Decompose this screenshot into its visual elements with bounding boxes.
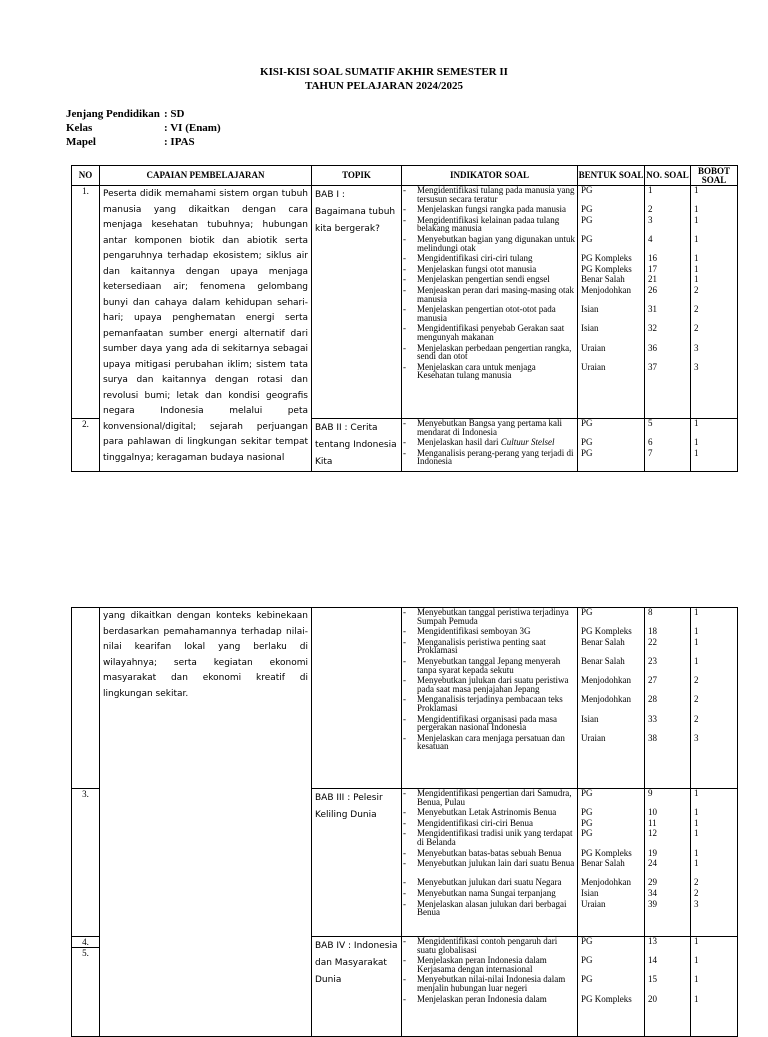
capaian-text bbox=[100, 186, 312, 472]
bullet-dash: - bbox=[403, 807, 406, 818]
bobot-value: 1 bbox=[694, 636, 699, 647]
bullet-dash: - bbox=[403, 858, 406, 869]
nomor-value: 20 bbox=[648, 993, 657, 1004]
nomor-value: 27 bbox=[648, 675, 657, 686]
document-subtitle: TAHUN PELAJARAN 2024/2025 bbox=[304, 80, 464, 92]
bobot-value: 2 bbox=[694, 877, 699, 888]
indicator-text: Menjelaskan hasil dari Cultuur Stelsel bbox=[417, 437, 555, 448]
bullet-dash: - bbox=[403, 828, 406, 839]
bentuk-value: PG bbox=[581, 418, 593, 428]
col-header-bentuk: BENTUK SOAL bbox=[578, 166, 645, 186]
bobot-value: 1 bbox=[694, 263, 699, 274]
bullet-dash: - bbox=[403, 887, 406, 898]
bentuk-value: Uraian bbox=[581, 342, 606, 353]
bobot-value: 1 bbox=[694, 204, 699, 215]
row-no: 3. bbox=[72, 789, 100, 937]
bobot-value: 2 bbox=[694, 713, 699, 724]
bentuk-value: PG Kompleks bbox=[581, 253, 632, 264]
nomor-value: 28 bbox=[648, 694, 657, 705]
bentuk-value: Isian bbox=[581, 887, 599, 898]
bentuk-value: PG Kompleks bbox=[581, 263, 632, 274]
nomor-value: 3 bbox=[648, 214, 653, 225]
bentuk-value: Isian bbox=[581, 323, 599, 334]
bobot-value: 1 bbox=[694, 828, 699, 839]
indicator-text: Mengidentifikasi organisasi pada masa pergerakan nasional Indonesia bbox=[417, 713, 558, 733]
document-title: KISI-KISI SOAL SUMATIF AKHIR SEMESTER II bbox=[260, 66, 508, 78]
bobot-cell bbox=[691, 419, 738, 472]
indicator-text: Menjelaskan perbedaan pengertian rangka, sendi dan otot bbox=[417, 342, 572, 362]
bobot-cell bbox=[691, 789, 738, 937]
nomor-value: 12 bbox=[648, 828, 657, 839]
topik-cell: BAB II : Cerita tentang Indonesia Kita bbox=[312, 419, 402, 472]
bullet-dash: - bbox=[403, 253, 406, 264]
nomor-value: 26 bbox=[648, 284, 657, 295]
bullet-dash: - bbox=[403, 636, 406, 647]
bobot-value: 3 bbox=[694, 732, 699, 743]
bentuk-value: PG bbox=[581, 936, 593, 946]
nomor-cell bbox=[645, 608, 691, 789]
bullet-dash: - bbox=[403, 304, 406, 315]
bobot-value: 3 bbox=[694, 898, 699, 909]
bullet-dash: - bbox=[403, 607, 406, 617]
indicator-text: Mengidentifikasi semboyan 3G bbox=[417, 626, 531, 637]
bullet-dash: - bbox=[403, 655, 406, 666]
bobot-value: 3 bbox=[694, 342, 699, 353]
indicator-item bbox=[402, 676, 577, 695]
nomor-cell bbox=[645, 186, 691, 419]
indicator-text: Mengidentifikasi pengertian dari Samudra, Benua, Pulau bbox=[417, 788, 572, 807]
bentuk-value: Benar Salah bbox=[581, 636, 625, 647]
bobot-value: 1 bbox=[694, 974, 699, 985]
capaian-text-cont: yang dikaitkan dengan konteks kebinekaan berdasarkan pemahamannya terhadap nilai- nilai kearifan lokal yang berlaku di wilayahnya; serta kegiatan ekonomi masyarakat dan ekonomi kreatif di lingkungan sekitar. bbox=[100, 608, 312, 1037]
nomor-value: 10 bbox=[648, 807, 657, 818]
nomor-cell bbox=[645, 789, 691, 937]
bentuk-value: Menjodohkan bbox=[581, 675, 631, 686]
col-header-bobot: BOBOT SOAL bbox=[691, 166, 738, 186]
indicator-text: Mengidentifikasi penyebab Gerakan saat mengunyah makanan bbox=[417, 323, 565, 342]
indicator-item bbox=[402, 889, 577, 900]
indicator-item bbox=[402, 937, 577, 956]
indicator-item bbox=[402, 956, 577, 975]
bobot-value: 3 bbox=[694, 361, 699, 372]
indikator-cell bbox=[402, 608, 578, 789]
indicator-text: Menjelaskan peran Indonesia dalam Kerjasama dengan internasional bbox=[417, 955, 547, 974]
bobot-value: 1 bbox=[694, 993, 699, 1004]
nomor-value: 21 bbox=[648, 274, 657, 285]
indicator-item bbox=[402, 715, 577, 734]
bobot-value: 1 bbox=[694, 817, 699, 828]
nomor-value: 36 bbox=[648, 342, 657, 353]
bentuk-value: PG bbox=[581, 607, 593, 617]
indicator-item bbox=[402, 829, 577, 848]
indicator-text: Menyebutkan batas-batas sebuah Benua bbox=[417, 847, 562, 858]
bobot-value: 1 bbox=[694, 185, 699, 195]
bobot-value: 1 bbox=[694, 214, 699, 225]
bentuk-value: Uraian bbox=[581, 898, 606, 909]
indicator-text: Menjelaskan fungsi rangka pada manusia bbox=[417, 204, 566, 215]
bobot-value: 1 bbox=[694, 788, 699, 798]
nomor-value: 5 bbox=[648, 418, 653, 428]
nomor-value: 38 bbox=[648, 732, 657, 743]
col-header-indikator: INDIKATOR SOAL bbox=[402, 166, 578, 186]
indicator-item bbox=[402, 449, 577, 468]
indicator-text: Menjelaskan alasan julukan dari berbagai Benua bbox=[417, 898, 567, 918]
bobot-value: 1 bbox=[694, 936, 699, 946]
indicator-text: Mengidentifikasi contoh pengaruh dari suatu globalisasi bbox=[417, 936, 558, 955]
bullet-dash: - bbox=[403, 817, 406, 828]
indicator-text: Menjelaskan peran Indonesia dalam bbox=[417, 993, 547, 1004]
indicator-item bbox=[402, 235, 577, 254]
bentuk-value: Benar Salah bbox=[581, 274, 625, 285]
indicator-text: Menyebutkan bagian yang digunakan untuk melindungi otak bbox=[417, 233, 575, 253]
nomor-value: 19 bbox=[648, 847, 657, 858]
indicator-text: Menyebutkan julukan dari suatu Negara bbox=[417, 877, 562, 888]
indicator-text: Menganalisis terjadinya pembacaan teks Proklamasi bbox=[417, 694, 563, 713]
nomor-value: 7 bbox=[648, 447, 653, 458]
bullet-dash: - bbox=[403, 732, 406, 743]
bobot-value: 1 bbox=[694, 607, 699, 617]
bobot-value: 1 bbox=[694, 626, 699, 637]
nomor-value: 15 bbox=[648, 974, 657, 985]
indikator-cell bbox=[402, 789, 578, 937]
indicator-text: Menjelaskan fungsi otot manusia bbox=[417, 263, 537, 274]
nomor-value: 29 bbox=[648, 877, 657, 888]
topik-cell: BAB I : Bagaimana tubuh kita bergerak? bbox=[312, 186, 402, 419]
indicator-text: Mengidentifikasi ciri-ciri tulang bbox=[417, 253, 533, 264]
info-mapel: Mapel : IPAS bbox=[66, 136, 195, 148]
indicator-text: Menyebutkan julukan dari suatu peristiwa pada saat masa penjajahan Jepang bbox=[417, 675, 569, 694]
indicator-text: Menyebutkan Letak Astrinomis Benua bbox=[417, 807, 557, 818]
indicator-item bbox=[402, 975, 577, 994]
nomor-value: 34 bbox=[648, 887, 657, 898]
indicator-text: Menjelaskan cara menjaga persatuan dan kesatuan bbox=[417, 732, 565, 752]
bullet-dash: - bbox=[403, 233, 406, 244]
indicator-item bbox=[402, 324, 577, 343]
bullet-dash: - bbox=[403, 447, 406, 458]
bentuk-value: Menjodohkan bbox=[581, 877, 631, 888]
table-header-row bbox=[72, 166, 738, 186]
bentuk-value: PG bbox=[581, 817, 593, 828]
nomor-value: 6 bbox=[648, 437, 653, 448]
row-no-pair bbox=[72, 937, 100, 1037]
indicator-item bbox=[402, 363, 577, 382]
bullet-dash: - bbox=[403, 342, 406, 353]
bentuk-value: Benar Salah bbox=[581, 655, 625, 666]
bentuk-value: PG Kompleks bbox=[581, 993, 632, 1004]
indikator-cell bbox=[402, 419, 578, 472]
indicator-item bbox=[402, 789, 577, 808]
bentuk-cell bbox=[578, 186, 645, 419]
indicator-text: Menjelaskan pengertian otot-otot pada manusia bbox=[417, 304, 556, 323]
nomor-value: 13 bbox=[648, 936, 657, 946]
bobot-value: 1 bbox=[694, 233, 699, 244]
nomor-value: 23 bbox=[648, 655, 657, 666]
nomor-value: 33 bbox=[648, 713, 657, 724]
bentuk-cell bbox=[578, 937, 645, 1037]
capaian-part1: Peserta didik memahami sistem organ tubuh manusia yang dikaitkan dengan cara menjaga kesehatan tubuhnya; hubungan antar komponen biotik dan abiotik serta pengaruhnya terhadap ekosistem; siklus air dan kaitannya dengan upaya menjaga ketersediaan air; fenomena gelombang bunyi dan cahaya dalam kehidupan sehari-hari; upaya penghematan energi serta pemanfaatan sumber energi alternatif dari sumber daya yang ada di sekitarnya sebagai upaya mitigasi perubahan iklim; sistem tata surya dan kaitannya dengan rotasi dan revolusi bumi; letak dan kondisi geografis negara Indonesia melalui peta konvensional/digital; sejarah perjuangan para pahlawan di lingkungan sekitar tempat tinggalnya; keragaman budaya nasional bbox=[103, 189, 308, 463]
col-header-cp: CAPAIAN PEMBELAJARAN bbox=[100, 166, 312, 186]
indicator-text: Menganalisis perang-perang yang terjadi di Indonesia bbox=[417, 447, 574, 467]
col-header-nomor: NO. SOAL bbox=[645, 166, 691, 186]
bullet-dash: - bbox=[403, 626, 406, 637]
indicator-item bbox=[402, 419, 577, 438]
info-kelas: Kelas : VI (Enam) bbox=[66, 122, 221, 134]
bentuk-value: PG bbox=[581, 233, 593, 244]
bobot-value: 1 bbox=[694, 253, 699, 264]
table-row bbox=[72, 186, 738, 419]
bentuk-value: PG bbox=[581, 437, 593, 448]
bobot-cell bbox=[691, 608, 738, 789]
bobot-cell bbox=[691, 937, 738, 1037]
indikator-cell bbox=[402, 186, 578, 419]
bullet-dash: - bbox=[403, 263, 406, 274]
indicator-text: Mengidentifikasi ciri-ciri Benua bbox=[417, 817, 533, 828]
nomor-value: 31 bbox=[648, 304, 657, 315]
bullet-dash: - bbox=[403, 185, 406, 195]
bobot-value: 2 bbox=[694, 284, 699, 295]
bobot-value: 1 bbox=[694, 274, 699, 285]
nomor-cell bbox=[645, 419, 691, 472]
table-row bbox=[72, 608, 738, 789]
nomor-value: 9 bbox=[648, 788, 653, 798]
kisi-table-page1 bbox=[71, 165, 738, 472]
nomor-cell bbox=[645, 937, 691, 1037]
bobot-value: 2 bbox=[694, 323, 699, 334]
bentuk-value: Menjodohkan bbox=[581, 284, 631, 295]
info-jenjang: Jenjang Pendidikan : SD bbox=[66, 108, 185, 120]
col-header-topik: TOPIK bbox=[312, 166, 402, 186]
bentuk-value: PG bbox=[581, 204, 593, 215]
bullet-dash: - bbox=[403, 323, 406, 334]
indicator-item bbox=[402, 695, 577, 714]
bullet-dash: - bbox=[403, 898, 406, 909]
row-no-empty bbox=[72, 608, 100, 789]
bentuk-value: PG bbox=[581, 974, 593, 985]
bullet-dash: - bbox=[403, 675, 406, 686]
topik-cell-empty bbox=[312, 608, 402, 789]
bullet-dash: - bbox=[403, 437, 406, 448]
indicator-text: Menyebutkan tanggal peristiwa terjadinya Sumpah Pemuda bbox=[417, 607, 569, 626]
indicator-text: Menjelaskan cara untuk menjaga Kesehatan tulang manusia bbox=[417, 361, 536, 381]
indicator-text: Mengidentifikasi tulang pada manusia yang tersusun secara teratur bbox=[417, 185, 575, 204]
indicator-item bbox=[402, 608, 577, 627]
indicator-text: Menyebutkan nama Sungai terpanjang bbox=[417, 887, 556, 898]
indicator-item bbox=[402, 859, 577, 878]
indicator-item bbox=[402, 657, 577, 676]
bentuk-value: PG bbox=[581, 185, 593, 195]
indicator-item bbox=[402, 305, 577, 324]
nomor-value: 14 bbox=[648, 955, 657, 966]
bentuk-value: Isian bbox=[581, 304, 599, 315]
bullet-dash: - bbox=[403, 204, 406, 215]
bentuk-value: PG Kompleks bbox=[581, 847, 632, 858]
indicator-text: Mengidentifikasi tradisi unik yang terdapat di Belanda bbox=[417, 828, 573, 847]
topik-cell: BAB IV : Indonesia dan Masyarakat Dunia bbox=[312, 937, 402, 1037]
bullet-dash: - bbox=[403, 694, 406, 705]
bentuk-cell bbox=[578, 419, 645, 472]
bobot-value: 2 bbox=[694, 887, 699, 898]
bobot-value: 1 bbox=[694, 418, 699, 428]
indicator-text: Menyebutkan Bangsa yang pertama kali mendarat di Indonesia bbox=[417, 418, 562, 437]
bobot-value: 2 bbox=[694, 304, 699, 315]
nomor-value: 32 bbox=[648, 323, 657, 334]
bullet-dash: - bbox=[403, 274, 406, 285]
indikator-cell bbox=[402, 937, 578, 1037]
indicator-text: Menyebutkan tanggal Jepang menyerah tanpa syarat kepada sekutu bbox=[417, 655, 561, 675]
nomor-value: 16 bbox=[648, 253, 657, 264]
indicator-item bbox=[402, 734, 577, 753]
indicator-text: Menjelaskan pengertian sendi engsel bbox=[417, 274, 550, 285]
bobot-value: 1 bbox=[694, 847, 699, 858]
bullet-dash: - bbox=[403, 713, 406, 724]
bobot-value: 2 bbox=[694, 675, 699, 686]
indicator-item bbox=[402, 900, 577, 919]
nomor-value: 17 bbox=[648, 263, 657, 274]
topik-cell: BAB III : Pelesir Keliling Dunia bbox=[312, 789, 402, 937]
bobot-cell bbox=[691, 186, 738, 419]
row-no: 1. bbox=[72, 186, 100, 419]
bullet-dash: - bbox=[403, 993, 406, 1004]
bentuk-value: PG bbox=[581, 955, 593, 966]
bentuk-value: Benar Salah bbox=[581, 858, 625, 869]
bullet-dash: - bbox=[403, 418, 406, 428]
indicator-text: Menjeaskan peran dari masing-masing otak manusia bbox=[417, 284, 574, 304]
indicator-italic-term: Cultuur Stelsel bbox=[500, 437, 555, 448]
bentuk-value: Isian bbox=[581, 713, 599, 724]
bobot-value: 1 bbox=[694, 437, 699, 448]
bullet-dash: - bbox=[403, 974, 406, 985]
bullet-dash: - bbox=[403, 877, 406, 888]
nomor-value: 11 bbox=[648, 817, 657, 828]
bobot-value: 1 bbox=[694, 858, 699, 869]
col-header-no: NO bbox=[72, 166, 100, 186]
bentuk-value: PG bbox=[581, 447, 593, 458]
row-no-4: 4. bbox=[72, 937, 99, 948]
bobot-value: 2 bbox=[694, 694, 699, 705]
bentuk-value: Menjodohkan bbox=[581, 694, 631, 705]
bentuk-cell bbox=[578, 789, 645, 937]
indicator-item bbox=[402, 186, 577, 205]
bentuk-value: PG bbox=[581, 788, 593, 798]
bentuk-value: PG bbox=[581, 828, 593, 839]
nomor-value: 4 bbox=[648, 233, 653, 244]
bobot-value: 1 bbox=[694, 655, 699, 666]
nomor-value: 1 bbox=[648, 185, 653, 195]
bullet-dash: - bbox=[403, 955, 406, 966]
indicator-item bbox=[402, 995, 577, 1006]
indicator-text: Menganalisis peristiwa penting saat Proklamasi bbox=[417, 636, 546, 656]
indicator-item bbox=[402, 638, 577, 657]
nomor-value: 18 bbox=[648, 626, 657, 637]
row-no: 2. bbox=[72, 419, 100, 472]
bullet-dash: - bbox=[403, 847, 406, 858]
nomor-value: 39 bbox=[648, 898, 657, 909]
indicator-item bbox=[402, 286, 577, 305]
bullet-dash: - bbox=[403, 214, 406, 225]
indicator-text: Menyebutkan julukan lain dari suatu Benua bbox=[417, 858, 575, 869]
nomor-value: 2 bbox=[648, 204, 653, 215]
kisi-table-page2 bbox=[71, 607, 738, 1037]
bentuk-cell bbox=[578, 608, 645, 789]
bentuk-value: PG bbox=[581, 214, 593, 225]
bullet-dash: - bbox=[403, 936, 406, 946]
bobot-value: 1 bbox=[694, 807, 699, 818]
indicator-text: Menyebutkan nilai-nilai Indonesia dalam menjalin hubungan luar negeri bbox=[417, 974, 566, 993]
indicator-item bbox=[402, 216, 577, 235]
nomor-value: 24 bbox=[648, 858, 657, 869]
nomor-value: 8 bbox=[648, 607, 653, 617]
bentuk-value: PG Kompleks bbox=[581, 626, 632, 637]
indicator-text: Mengidentifikasi kelainan padaa tulang belakang manusia bbox=[417, 214, 560, 234]
nomor-value: 22 bbox=[648, 636, 657, 647]
indicator-item bbox=[402, 344, 577, 363]
bobot-value: 1 bbox=[694, 447, 699, 458]
bobot-value: 1 bbox=[694, 955, 699, 966]
row-no-5: 5. bbox=[82, 948, 89, 958]
bentuk-value: PG bbox=[581, 807, 593, 818]
bullet-dash: - bbox=[403, 284, 406, 295]
bentuk-value: Uraian bbox=[581, 361, 606, 372]
nomor-value: 37 bbox=[648, 361, 657, 372]
bullet-dash: - bbox=[403, 361, 406, 372]
page-gap bbox=[0, 540, 768, 606]
bentuk-value: Uraian bbox=[581, 732, 606, 743]
bullet-dash: - bbox=[403, 788, 406, 798]
